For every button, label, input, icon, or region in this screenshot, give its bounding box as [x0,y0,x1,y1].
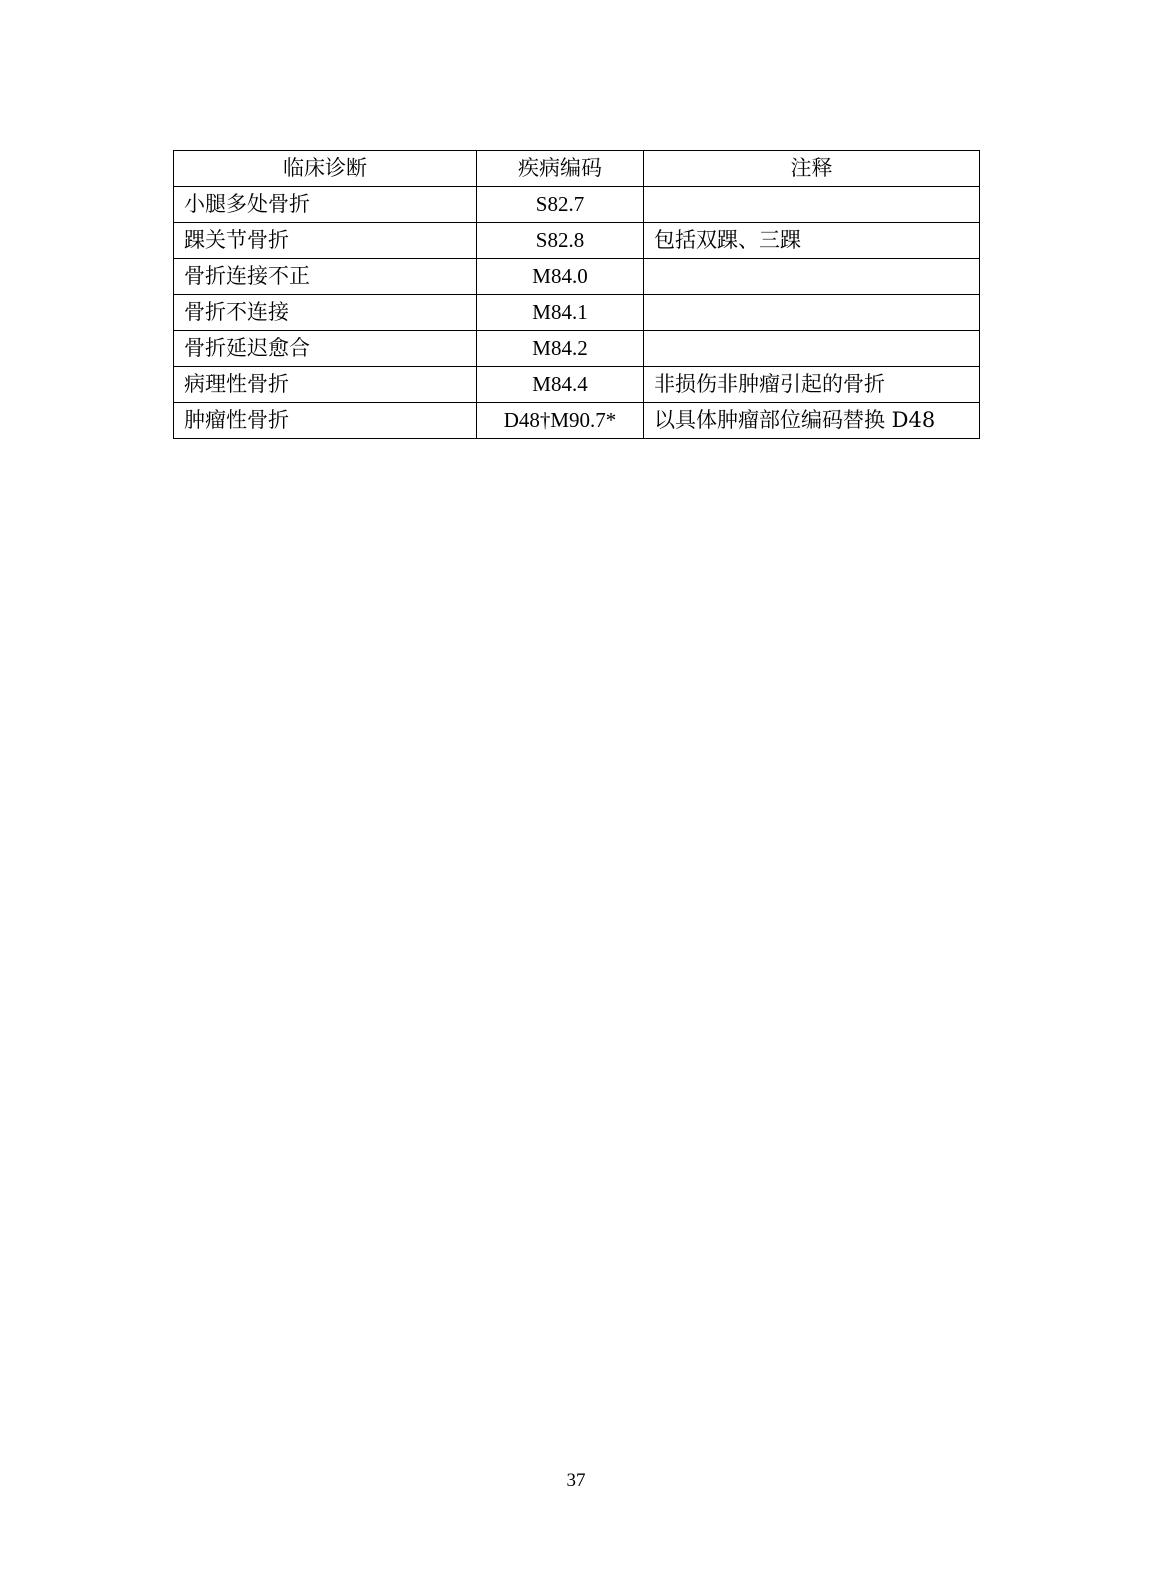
diagnosis-cell: 肿瘤性骨折 [174,403,477,439]
diagnosis-cell: 骨折延迟愈合 [174,331,477,367]
table-row [174,259,980,295]
code-cell: D48†M90.7* [477,403,644,439]
note-cell [644,259,980,295]
note-cell: 以具体肿瘤部位编码替换 D48 [644,403,980,439]
code-cell: M84.4 [477,367,644,403]
code-cell: M84.0 [477,259,644,295]
diagnosis-cell: 病理性骨折 [174,367,477,403]
diagnosis-cell: 小腿多处骨折 [174,187,477,223]
diagnosis-code-table [173,150,980,439]
diagnosis-cell: 骨折不连接 [174,295,477,331]
header-note: 注释 [644,151,980,187]
header-diagnosis: 临床诊断 [174,151,477,187]
table-row [174,187,980,223]
code-cell: S82.7 [477,187,644,223]
note-cell: 非损伤非肿瘤引起的骨折 [644,367,980,403]
header-code: 疾病编码 [477,151,644,187]
table-row [174,223,980,259]
table-row [174,295,980,331]
table-row [174,403,980,439]
table-row [174,367,980,403]
code-cell: M84.1 [477,295,644,331]
note-cell: 包括双踝、三踝 [644,223,980,259]
note-cell [644,331,980,367]
note-cell [644,295,980,331]
table-header-row [174,151,980,187]
note-cell [644,187,980,223]
code-cell: S82.8 [477,223,644,259]
page-number: 37 [566,1470,586,1491]
diagnosis-cell: 踝关节骨折 [174,223,477,259]
code-cell: M84.2 [477,331,644,367]
diagnosis-cell: 骨折连接不正 [174,259,477,295]
table-row [174,331,980,367]
